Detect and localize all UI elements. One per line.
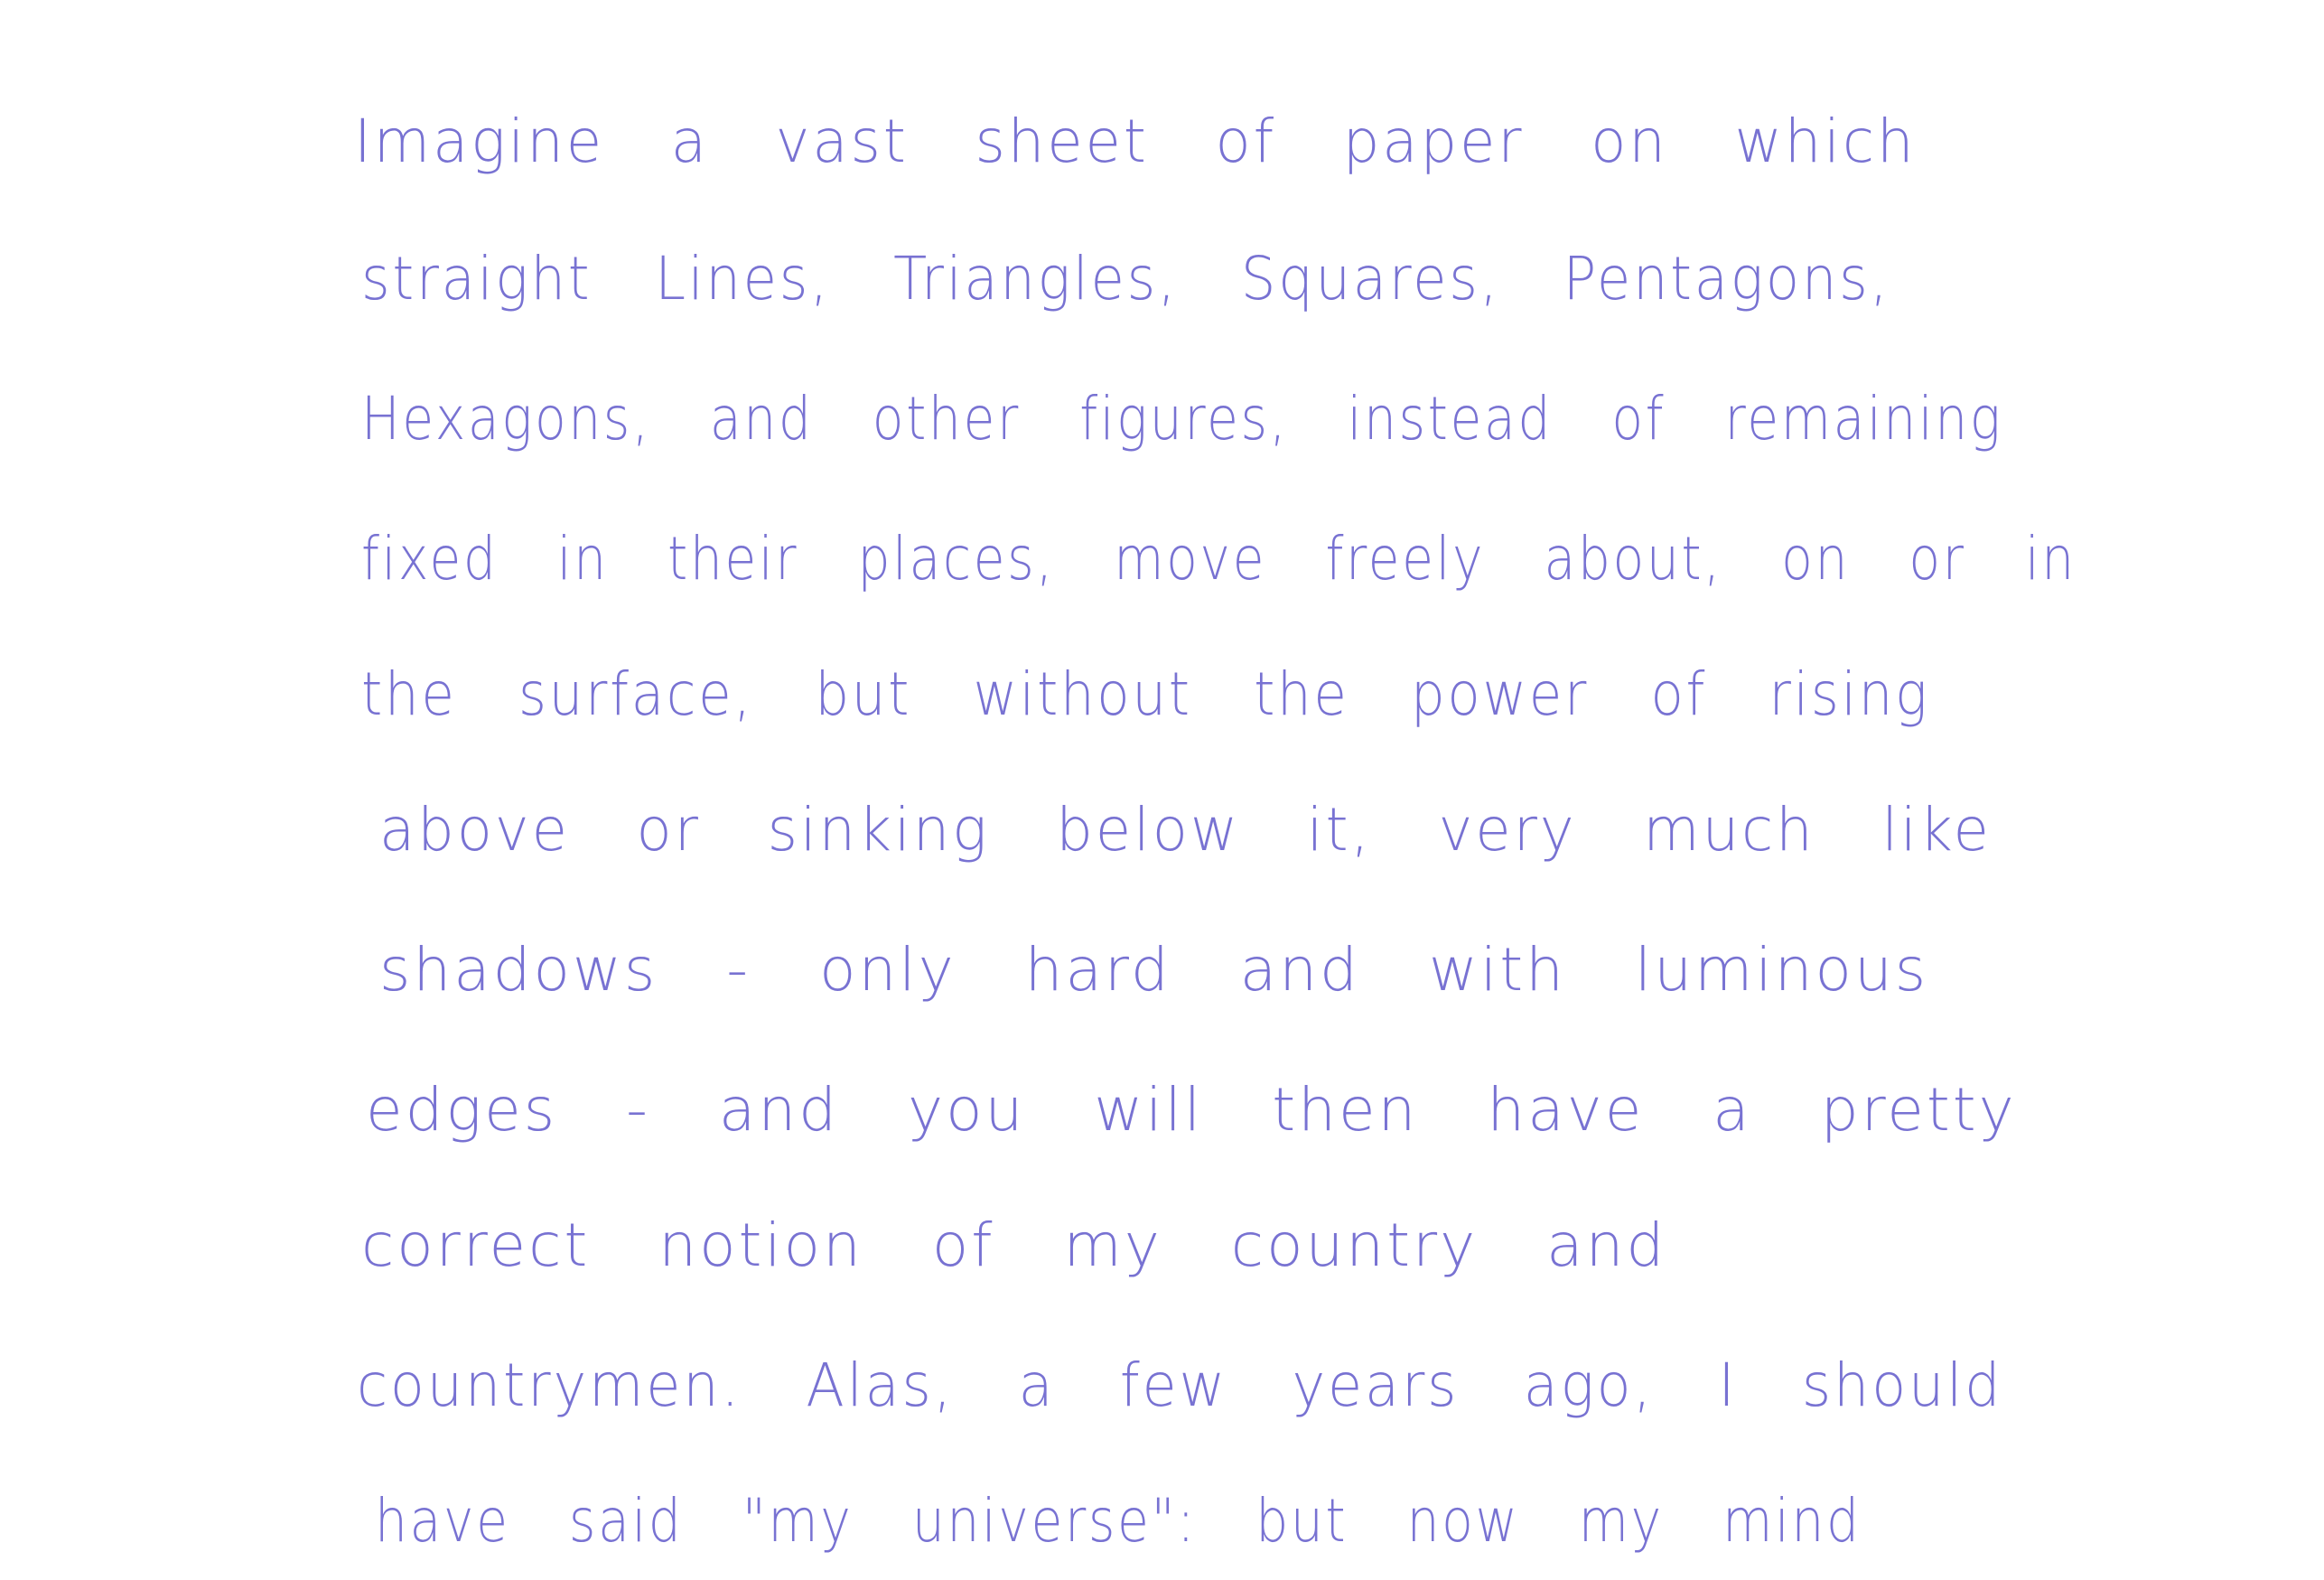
text-line-2: straight Lines, Triangles, Squares, Pentagons, xyxy=(361,244,1890,313)
text-line-4: fixed in their places, move freely about, on or in xyxy=(361,524,2077,594)
text-line-10: countrymen. Alas, a few years ago, I should xyxy=(357,1351,2003,1420)
text-line-11: have said "my universe": but now my mind xyxy=(375,1486,1862,1556)
text-line-6: above or sinking below it, very much like xyxy=(379,795,1992,865)
text-line-1: Imagine a vast sheet of paper on which xyxy=(354,107,1917,176)
text-line-3: Hexagons, and other figures, instead of remaining xyxy=(361,384,2003,453)
text-line-7: shadows - only hard and with luminous xyxy=(379,935,1929,1005)
text-line-9: correct notion of my country and xyxy=(361,1211,1667,1280)
text-line-5: the surface, but without the power of rising xyxy=(361,659,1930,729)
text-line-8: edges - and you will then have a pretty xyxy=(366,1075,2017,1145)
